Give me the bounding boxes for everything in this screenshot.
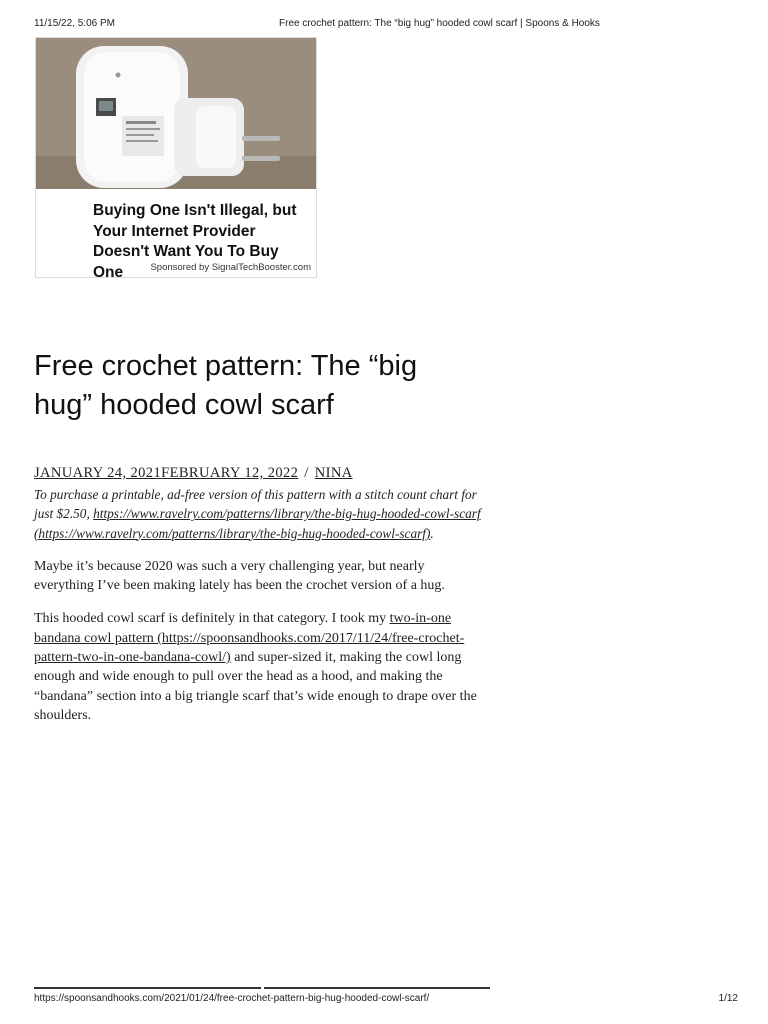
ad-headline[interactable]: Buying One Isn't Illegal, but Your Internet Provider Doesn't Want You To Buy One xyxy=(93,202,297,281)
article-content xyxy=(34,485,486,739)
bandana-cowl-pattern-link[interactable]: two-in-one bandana cowl pattern (https://spoonsandhooks.com/2017/11/24/free-crochet-pattern-two-in-one-bandana-cowl/) xyxy=(34,611,465,666)
published-date: JANUARY 24, 2021 xyxy=(34,465,162,481)
page-number: 1/12 xyxy=(718,993,738,1004)
print-datetime: 11/15/22, 5:06 PM xyxy=(34,18,115,29)
meta-separator: / xyxy=(304,465,309,481)
print-page-title: Free crochet pattern: The “big hug” hooded cowl scarf | Spoons & Hooks xyxy=(279,18,600,29)
intro-text: To purchase a printable, ad-free version of this pattern with a stitch count chart for just $2.50, xyxy=(34,487,477,522)
author-link[interactable]: NINA xyxy=(314,465,353,481)
intro-note xyxy=(34,485,486,543)
paragraph-2-start: This hooded cowl scarf is definitely in that category. I took my xyxy=(34,611,390,627)
paragraph-2 xyxy=(34,609,486,725)
article-title: Free crochet pattern: The “big hug” hooded cowl scarf xyxy=(34,350,418,421)
paragraph-1: Maybe it’s because 2020 was such a very challenging year, but nearly everything I’ve been making lately has been the crochet version of a hug. xyxy=(34,558,445,594)
ravelry-pattern-link[interactable]: https://www.ravelry.com/patterns/library/the-big-hug-hooded-cowl-scarf (https://www.ravelry.com/patterns/library/the-big-hug-hooded-cowl-scarf) xyxy=(34,506,481,541)
print-url: https://spoonsandhooks.com/2021/01/24/free-crochet-pattern-big-hug-hooded-cowl-scarf/ xyxy=(34,993,430,1004)
updated-date: FEBRUARY 12, 2022 xyxy=(161,465,299,481)
ad-sponsor-label: Sponsored by SignalTechBooster.com xyxy=(150,262,311,273)
post-date-link[interactable] xyxy=(34,465,298,481)
paragraph-2-end: and super-sized it, making the cowl long enough and wide enough to pull over the head as a hood, and making the “bandana” section into a big triangle scarf that’s wide enough to drape over the shoulders. xyxy=(34,650,477,723)
footer-divider xyxy=(34,987,490,989)
sponsored-ad[interactable] xyxy=(35,37,317,281)
post-meta xyxy=(34,465,484,482)
intro-end: . xyxy=(430,525,434,541)
ad-image[interactable] xyxy=(36,38,316,189)
